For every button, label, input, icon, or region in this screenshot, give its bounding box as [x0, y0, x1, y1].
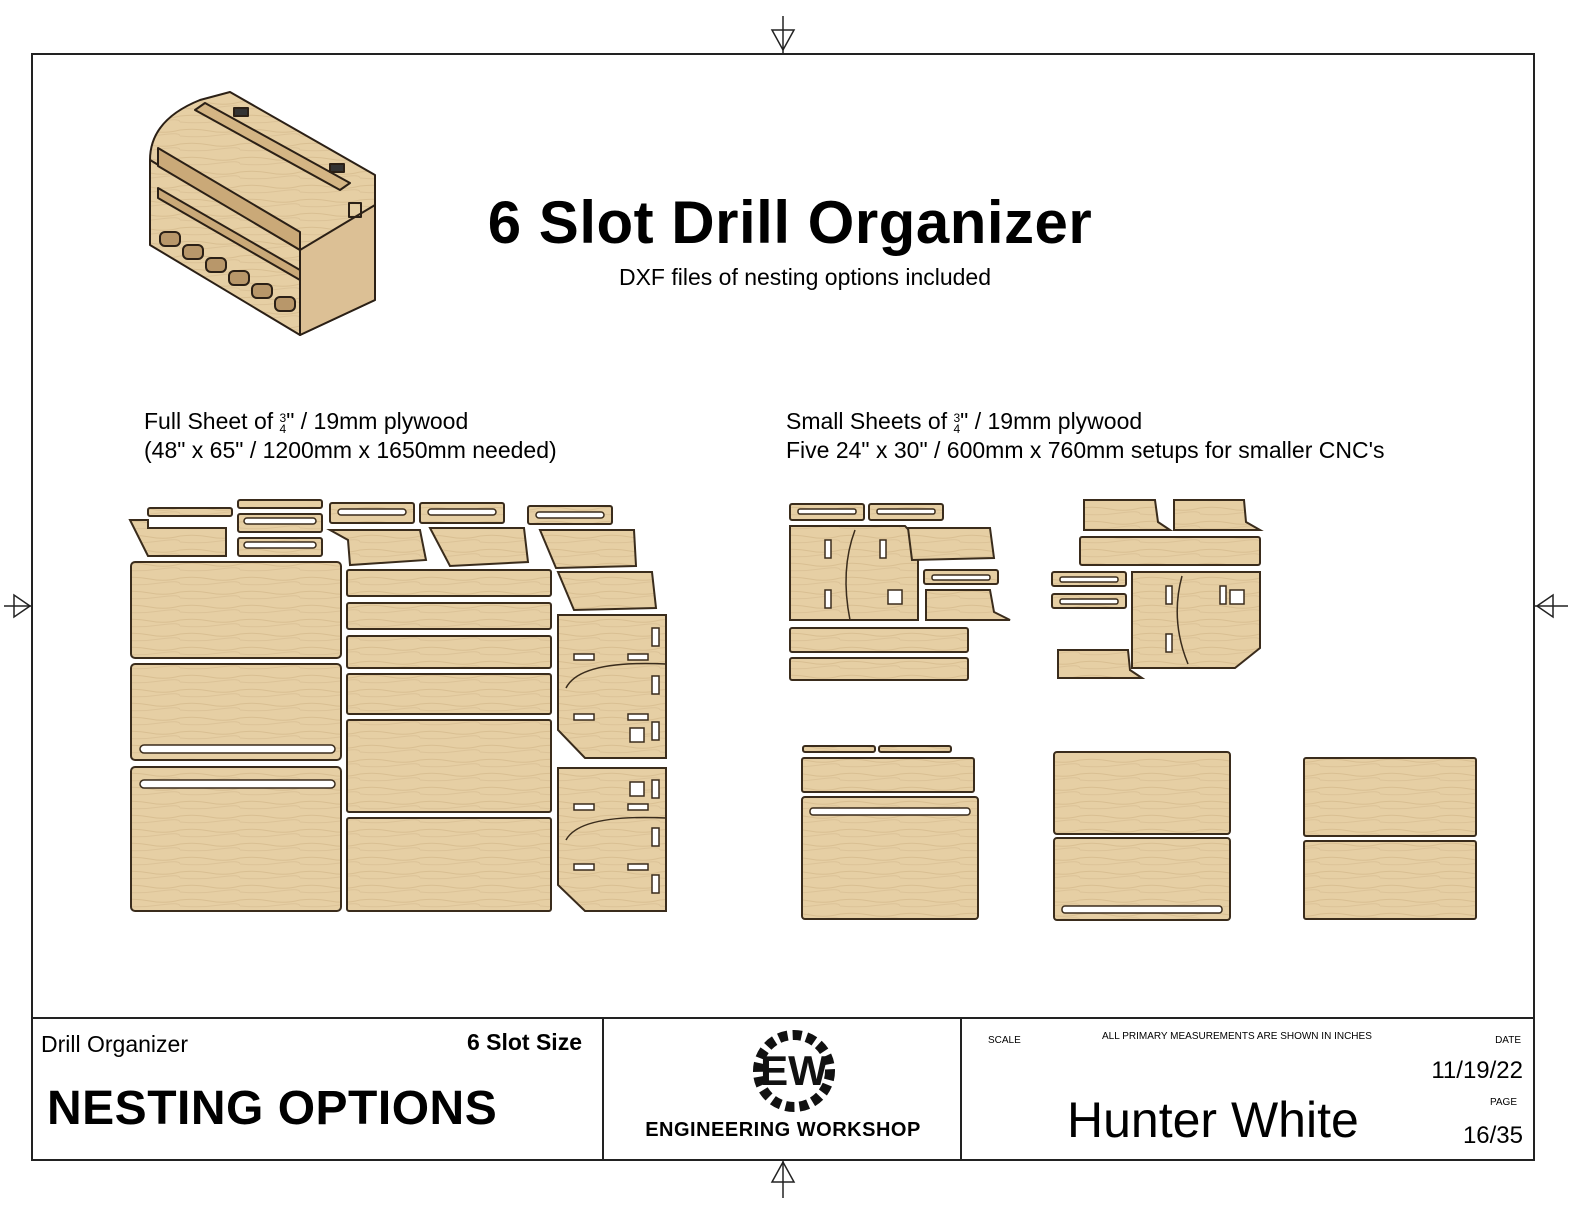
- title-block-logo: [604, 1019, 962, 1161]
- fraction-denominator: 4: [953, 422, 961, 436]
- project-size: 6 Slot Size: [466, 1029, 582, 1055]
- company-logo: [604, 1019, 962, 1119]
- company-logo-letters: EW: [760, 1047, 828, 1094]
- scale-label: SCALE: [988, 1035, 1021, 1046]
- full-sheet-line-1: [144, 407, 557, 436]
- full-sheet-line-2: (48" x 65" / 1200mm x 1650mm needed): [144, 437, 557, 463]
- company-name: ENGINEERING WORKSHOP: [645, 1119, 921, 1141]
- project-name: Drill Organizer: [41, 1031, 188, 1057]
- small-sheet-setup-5: [1304, 758, 1476, 919]
- center-mark-left: [4, 595, 31, 617]
- drawing-title: 6 Slot Drill Organizer: [487, 189, 1093, 256]
- full-sheet-caption: [144, 407, 557, 465]
- page-value: 16/35: [1462, 1122, 1523, 1149]
- small-sheets-line-1: [786, 407, 1384, 436]
- title-block-right: [962, 1019, 1533, 1161]
- date-value: 11/19/22: [1431, 1057, 1523, 1084]
- small-sheets-line-1-suffix: " / 19mm plywood: [960, 408, 1143, 434]
- author-name: Hunter White: [1067, 1092, 1359, 1148]
- small-sheets-line-2: Five 24" x 30" / 600mm x 760mm setups for smaller CNC's: [786, 437, 1385, 463]
- sheet-name: NESTING OPTIONS: [47, 1082, 498, 1135]
- small-sheet-setup-4: [1054, 752, 1230, 920]
- center-mark-top: [772, 16, 794, 53]
- center-mark-right: [1535, 595, 1568, 617]
- full-sheet-nesting: [130, 500, 666, 911]
- center-mark-bottom: [772, 1161, 794, 1198]
- small-sheets-caption: [786, 407, 1384, 465]
- fraction-denominator: 4: [279, 422, 287, 436]
- page-label: PAGE: [1489, 1097, 1517, 1108]
- title-block: [31, 1017, 1535, 1161]
- units-note: ALL PRIMARY MEASUREMENTS ARE SHOWN IN INCHES: [1102, 1031, 1372, 1042]
- fraction-numerator: 3: [279, 411, 287, 425]
- small-sheets-line-1-prefix: Small Sheets of: [786, 408, 954, 434]
- date-label: DATE: [1495, 1035, 1521, 1046]
- small-sheet-setup-3: [802, 746, 978, 919]
- organizer-iso-render: [150, 92, 375, 335]
- full-sheet-line-1-prefix: Full Sheet of: [144, 408, 280, 434]
- title-block-left: [31, 1019, 604, 1161]
- drawing-subtitle: DXF files of nesting options included: [618, 264, 992, 290]
- fraction-numerator: 3: [953, 411, 961, 425]
- full-sheet-line-1-suffix: " / 19mm plywood: [286, 408, 469, 434]
- small-sheet-setup-2: [1052, 500, 1260, 678]
